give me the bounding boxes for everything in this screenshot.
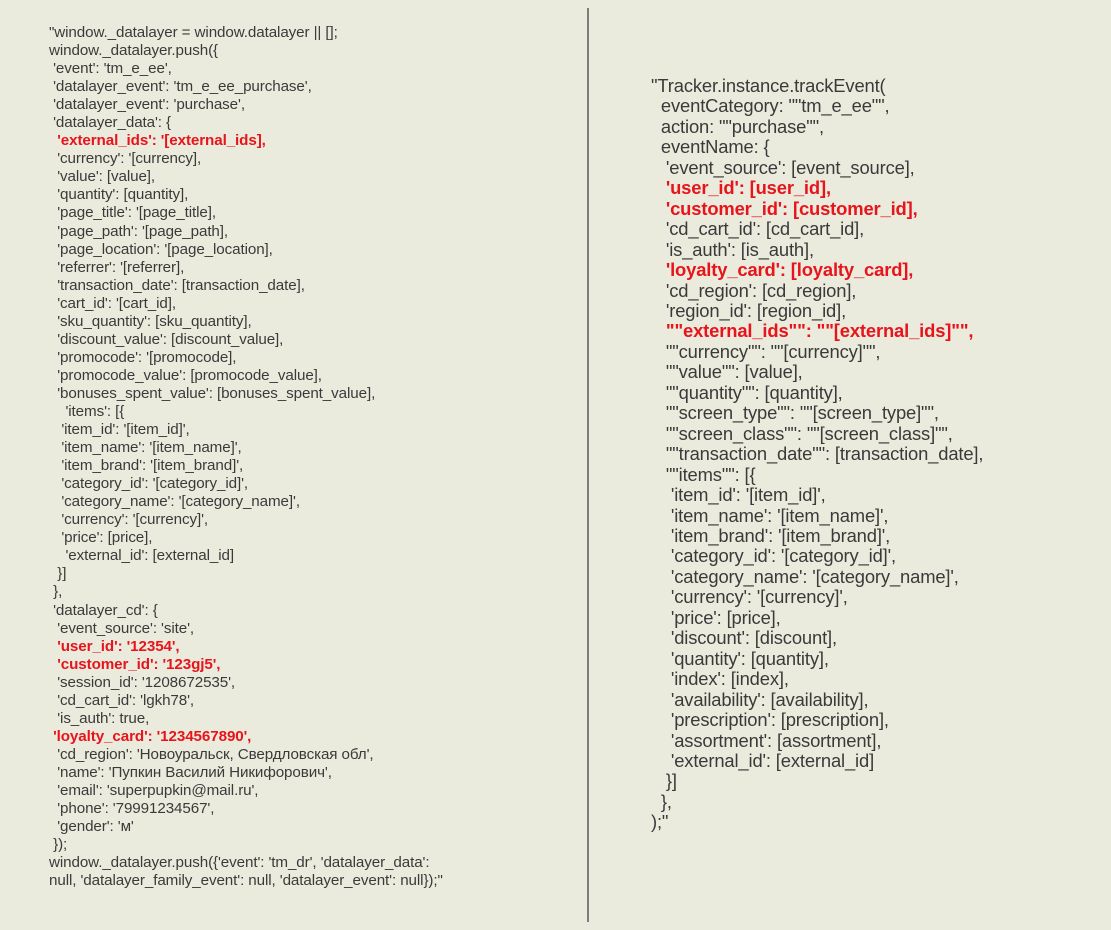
code-line: null, 'datalayer_family_event': null, 'datalayer_event': null});" bbox=[49, 872, 443, 890]
code-line: 'transaction_date': [transaction_date], bbox=[49, 276, 305, 294]
code-line: eventName: { bbox=[651, 136, 770, 158]
code-line: 'price': [price], bbox=[651, 606, 781, 628]
code-line: 'items': [{ bbox=[49, 402, 125, 420]
code-line: 'availability': [availability], bbox=[651, 688, 869, 710]
code-line: }, bbox=[49, 583, 63, 601]
highlighted-code-line: 'external_ids': '[external_ids], bbox=[49, 132, 266, 150]
code-line: 'promocode': '[promocode], bbox=[49, 348, 237, 366]
code-line: 'cd_cart_id': 'lgkh78', bbox=[49, 691, 195, 709]
code-line: 'item_id': '[item_id]', bbox=[651, 484, 826, 506]
code-line: ""currency"": ""[currency]"", bbox=[651, 340, 881, 362]
code-line: 'quantity': [quantity], bbox=[651, 647, 829, 669]
code-line: 'event_source': 'site', bbox=[49, 619, 195, 637]
highlighted-code-line: ""external_ids"": ""[external_ids]"", bbox=[651, 320, 974, 342]
code-line: 'event': 'tm_e_ee', bbox=[49, 60, 172, 78]
code-line: 'currency': '[currency]', bbox=[651, 586, 848, 608]
code-line: 'item_brand': '[item_brand]', bbox=[49, 457, 244, 475]
code-line: 'referrer': '[referrer], bbox=[49, 258, 185, 276]
left-code-block bbox=[49, 24, 443, 890]
code-line: 'page_path': '[page_path], bbox=[49, 222, 229, 240]
code-line: 'cart_id': '[cart_id], bbox=[49, 294, 177, 312]
code-line: 'region_id': [region_id], bbox=[651, 299, 847, 321]
code-line: 'category_id': '[category_id]', bbox=[651, 545, 896, 567]
code-line: 'category_id': '[category_id]', bbox=[49, 475, 248, 493]
vertical-divider bbox=[587, 8, 589, 922]
code-line: ""transaction_date"": [transaction_date], bbox=[651, 443, 984, 465]
code-line: 'promocode_value': [promocode_value], bbox=[49, 366, 322, 384]
code-line: 'value': [value], bbox=[49, 168, 156, 186]
code-line: ""value"": [value], bbox=[651, 361, 803, 383]
code-line: 'prescription': [prescription], bbox=[651, 709, 889, 731]
code-line: 'index': [index], bbox=[651, 668, 789, 690]
code-line: ""quantity"": [quantity], bbox=[651, 381, 843, 403]
code-line: 'item_name': '[item_name]', bbox=[651, 504, 889, 526]
code-line: 'currency': '[currency]', bbox=[49, 511, 209, 529]
code-line: 'datalayer_cd': { bbox=[49, 601, 158, 619]
code-line: window._datalayer.push({'event': 'tm_dr', 'datalayer_data': bbox=[49, 854, 430, 872]
code-line: 'discount_value': [discount_value], bbox=[49, 330, 284, 348]
code-line: eventCategory: ""tm_e_ee"", bbox=[651, 95, 890, 117]
code-line: 'cd_cart_id': [cd_cart_id], bbox=[651, 218, 865, 240]
code-line: 'datalayer_event': 'purchase', bbox=[49, 96, 245, 114]
code-line: 'datalayer_data': { bbox=[49, 114, 172, 132]
code-line: 'event_source': [event_source], bbox=[651, 156, 915, 178]
code-line: ""items"": [{ bbox=[651, 463, 756, 485]
code-line: 'item_brand': '[item_brand]', bbox=[651, 524, 891, 546]
code-line: 'currency': '[currency], bbox=[49, 150, 202, 168]
highlighted-code-line: 'loyalty_card': [loyalty_card], bbox=[651, 259, 914, 281]
code-line: window._datalayer.push({ bbox=[49, 42, 218, 60]
code-line: 'phone': '79991234567', bbox=[49, 800, 215, 818]
highlighted-code-line: 'loyalty_card': '1234567890', bbox=[49, 727, 252, 745]
code-line: );" bbox=[651, 811, 669, 833]
highlighted-code-line: 'customer_id': '123gj5', bbox=[49, 655, 221, 673]
code-line: 'price': [price], bbox=[49, 529, 153, 547]
code-line: }); bbox=[49, 836, 68, 854]
code-line: 'category_name': '[category_name]', bbox=[651, 565, 959, 587]
code-line: 'item_name': '[item_name]', bbox=[49, 439, 242, 457]
code-line: 'category_name': '[category_name]', bbox=[49, 493, 300, 511]
highlighted-code-line: 'user_id': [user_id], bbox=[651, 177, 831, 199]
code-line: 'page_location': '[page_location], bbox=[49, 240, 273, 258]
code-line: 'is_auth': true, bbox=[49, 709, 150, 727]
code-line: 'email': 'superpupkin@mail.ru', bbox=[49, 781, 259, 799]
code-line: 'page_title': '[page_title], bbox=[49, 204, 216, 222]
code-line: 'assortment': [assortment], bbox=[651, 729, 882, 751]
code-line: 'cd_region': [cd_region], bbox=[651, 279, 857, 301]
code-line: 'gender': 'м' bbox=[49, 818, 134, 836]
code-line: 'item_id': '[item_id]', bbox=[49, 421, 190, 439]
code-line: 'session_id': '1208672535', bbox=[49, 673, 236, 691]
code-line: 'datalayer_event': 'tm_e_ee_purchase', bbox=[49, 78, 312, 96]
code-line: 'sku_quantity': [sku_quantity], bbox=[49, 312, 252, 330]
code-line: 'external_id': [external_id] bbox=[651, 749, 875, 771]
right-code-block bbox=[651, 76, 983, 833]
highlighted-code-line: 'customer_id': [customer_id], bbox=[651, 197, 918, 219]
code-line: "Tracker.instance.trackEvent( bbox=[651, 75, 886, 96]
code-line: action: ""purchase"", bbox=[651, 115, 824, 137]
code-line: "window._datalayer = window.datalayer || []; bbox=[49, 24, 338, 41]
code-line: ""screen_class"": ""[screen_class]"", bbox=[651, 422, 953, 444]
highlighted-code-line: 'user_id': '12354', bbox=[49, 637, 180, 655]
code-line: 'name': 'Пупкин Василий Никифорович', bbox=[49, 763, 332, 781]
code-line: 'is_auth': [is_auth], bbox=[651, 238, 814, 260]
code-line: 'bonuses_spent_value': [bonuses_spent_value], bbox=[49, 384, 376, 402]
code-line: 'cd_region': 'Новоуральск, Свердловская обл', bbox=[49, 745, 374, 763]
code-line: 'external_id': [external_id] bbox=[49, 547, 234, 565]
code-line: }, bbox=[651, 790, 672, 812]
code-line: 'quantity': [quantity], bbox=[49, 186, 189, 204]
code-line: }] bbox=[49, 565, 67, 583]
code-line: }] bbox=[651, 770, 677, 792]
code-line: 'discount': [discount], bbox=[651, 627, 837, 649]
code-line: ""screen_type"": ""[screen_type]"", bbox=[651, 402, 939, 424]
